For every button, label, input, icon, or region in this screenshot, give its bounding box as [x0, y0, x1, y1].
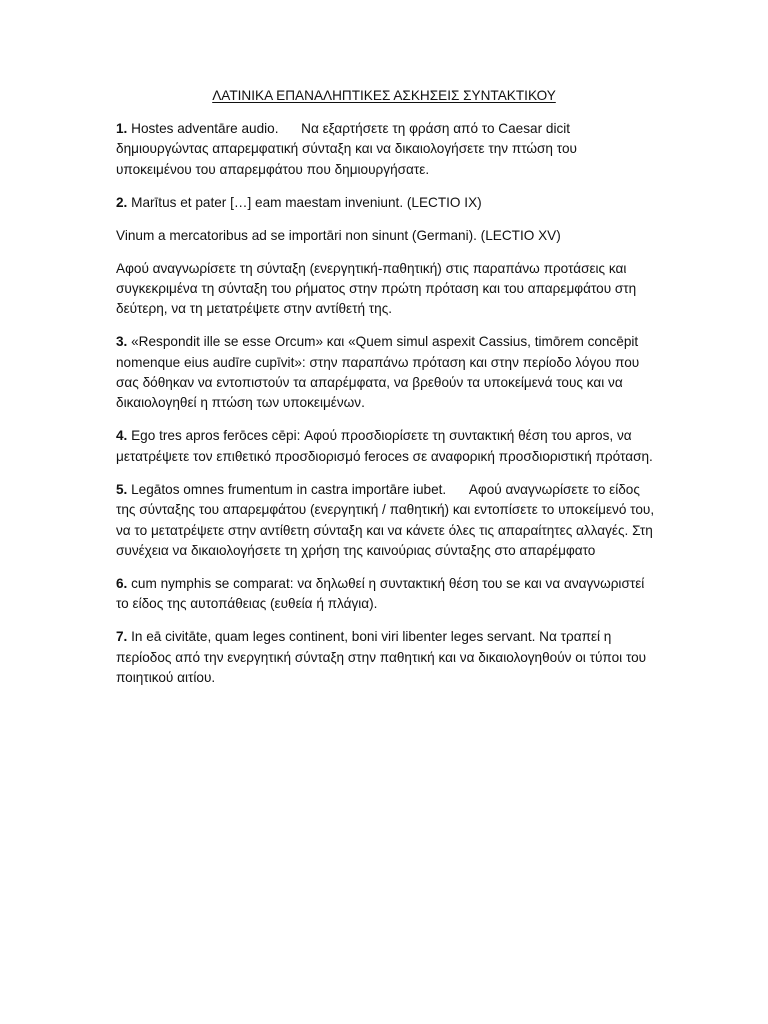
exercise-number: 5.: [116, 481, 128, 497]
exercise-number: 7.: [116, 629, 128, 645]
exercise-5: [116, 480, 656, 562]
exercise-2: [116, 193, 656, 213]
exercise-text: Legātos omnes frumentum in castra importāre iubet. Αφού αναγνωρίσετε το είδος της σύνταξης του απαρεμφάτου (ενεργητική / παθητική) και εντοπίσετε το υποκείμενό του, να το μετατρέψετε στην αντίθετη σύνταξη και να κάνετε όλες τις απαραίτητες αλλαγές. Στη συνέχεια να δικαιολογήσετε τη χρήση της καινούριας σύνταξης στο απαρέμφατο: [116, 481, 658, 558]
exercise-text: cum nymphis se comparat: να δηλωθεί η συντακτική θέση του se και να αναγνωριστεί το είδος της αυτοπάθειας (ευθεία ή πλάγια).: [116, 575, 649, 612]
exercise-number: 2.: [116, 194, 128, 210]
exercise-list: [116, 119, 656, 701]
exercise-number: 4.: [116, 428, 128, 444]
document-title: ΛΑΤΙΝΙΚΑ ΕΠΑΝΑΛΗΠΤΙΚΕΣ ΑΣΚΗΣΕΙΣ ΣΥΝΤΑΚΤΙΚΟΥ: [212, 88, 556, 103]
exercise-6: [116, 574, 656, 615]
exercise-text: Ego tres apros ferōces cēpi: Αφού προσδιορίσετε τη συντακτική θέση του apros, να μετατρέψετε τον επιθετικό προσδιορισμό feroces σε αναφορική προσδιοριστική πρόταση.: [116, 428, 653, 464]
exercise-text: «Respondit ille se esse Orcum» και «Quem simul aspexit Cassius, timōrem concēpit nomenque eius audīre cupīvit»: στην παραπάνω πρόταση και στην περίοδο λόγου που σας δόθηκαν να εντοπιστούν τα απαρέμφατα, να βρεθούν τα υποκείμενά τους και να δικαιολογηθεί η πτώση των υποκειμένων.: [116, 334, 643, 411]
exercise-number: 6.: [116, 575, 128, 591]
exercise-4: [116, 426, 656, 467]
exercise-7: [116, 627, 656, 688]
exercise-text: Hostes adventāre audio. Να εξαρτήσετε τη φράση από το Caesar dicit δημιουργώντας απαρεμφατική σύνταξη και να δικαιολογήσετε την πτώση του υποκειμένου του απαρεμφάτου που δημιουργήσατε.: [116, 121, 581, 177]
exercise-number: 3.: [116, 334, 128, 350]
exercise-text: Marītus et pater […] eam maestam inveniunt. (LECTIO IX): [127, 194, 482, 210]
exercise-2-instruction: [116, 259, 656, 320]
exercise-1: [116, 119, 656, 180]
exercise-text: Αφού αναγνωρίσετε τη σύνταξη (ενεργητική-παθητική) στις παραπάνω προτάσεις και συγκεκριμένα τη σύνταξη του ρήματος στην πρώτη πρόταση και του απαρεμφάτου στη δεύτερη, να τη μετατρέψετε στην αντίθετή της.: [116, 260, 641, 317]
exercise-text: In eā civitāte, quam leges continent, boni viri libenter leges servant. Να τραπεί η περίοδος από την ενεργητική σύνταξη στην παθητική και να δικαιολογηθούν οι τύποι του ποιητικού αιτίου.: [116, 629, 650, 685]
exercise-number: 1.: [116, 121, 128, 136]
exercise-3: [116, 332, 656, 414]
exercise-text: Vinum a mercatoribus ad se importāri non sinunt (Germani). (LECTIO XV): [116, 227, 561, 243]
exercise-2-sentence-b: [116, 226, 656, 246]
